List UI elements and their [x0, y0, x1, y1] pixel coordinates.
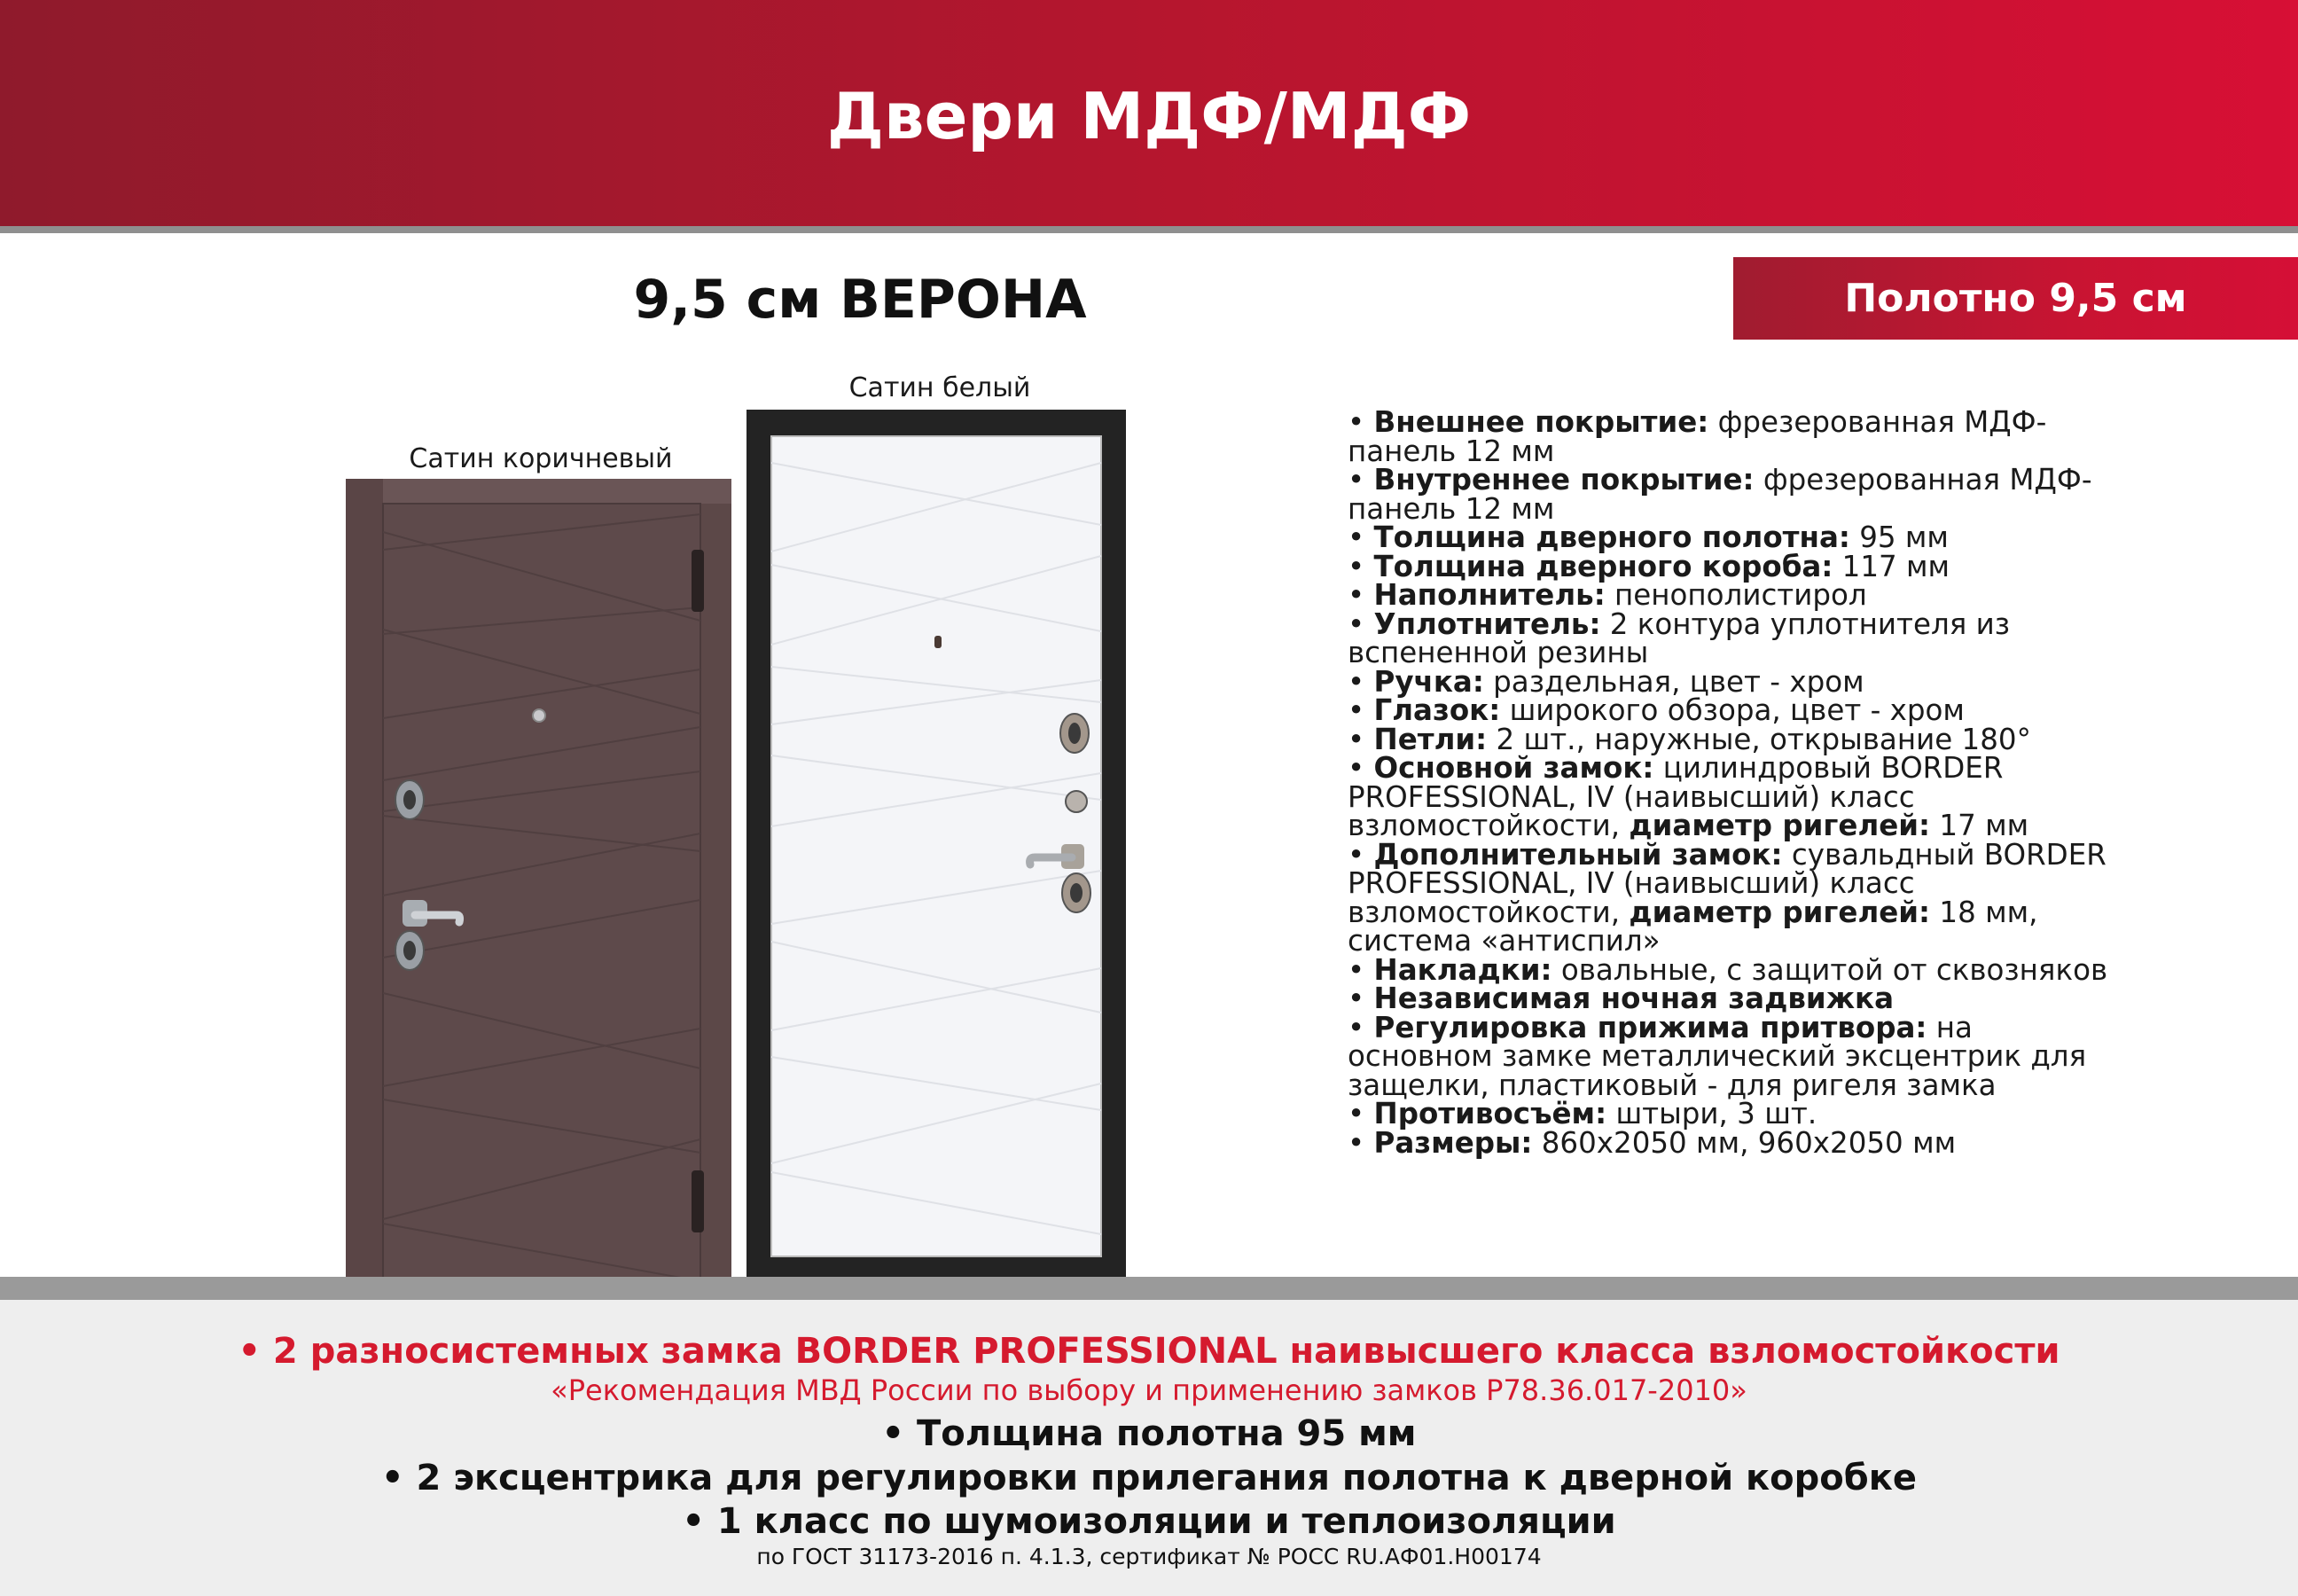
spec-label: Уплотнитель: — [1373, 606, 1601, 641]
spec-label: диаметр ригелей: — [1629, 895, 1931, 929]
spec-text: • — [1348, 1010, 1374, 1044]
spec-text: защелки, пластиковый - для ригеля замка — [1348, 1068, 1997, 1102]
footer-divider — [0, 1277, 2298, 1300]
spec-line — [1348, 722, 2234, 756]
spec-text: вспененной резины — [1348, 636, 1649, 669]
spec-line — [1348, 984, 2234, 1013]
spec-text: цилиндровый BORDER — [1653, 751, 2004, 785]
spec-text: • — [1348, 549, 1374, 583]
spec-text: PROFESSIONAL, IV (наивысший) класс — [1348, 866, 1915, 900]
spec-label: Регулировка прижима притвора: — [1373, 1010, 1927, 1044]
footer-thickness-line: • Толщина полотна 95 мм — [881, 1413, 1417, 1454]
spec-label: Основной замок: — [1373, 751, 1654, 785]
spec-line — [1348, 1068, 2234, 1102]
spec-line — [1348, 952, 2234, 987]
spec-text: фрезерованная МДФ- — [1754, 463, 2092, 497]
spec-line — [1348, 606, 2234, 641]
spec-line — [1348, 1125, 2234, 1160]
footer-insulation-line: • 1 класс по шумоизоляции и теплоизоляции — [682, 1501, 1616, 1542]
spec-text: на — [1927, 1010, 1973, 1044]
spec-text: • — [1348, 693, 1374, 727]
spec-text: панель 12 мм — [1348, 491, 1555, 526]
spec-text: взломостойкости, — [1348, 895, 1630, 929]
spec-label: Внешнее покрытие: — [1373, 405, 1709, 439]
spec-line — [1348, 638, 2234, 668]
spec-line — [1348, 405, 2234, 439]
spec-text: овальные, с защитой от сквозняков — [1552, 952, 2108, 987]
spec-text: фрезерованная МДФ- — [1708, 405, 2047, 439]
door-label-white: Сатин белый — [848, 372, 1031, 403]
spec-line — [1348, 578, 2234, 612]
header-divider — [0, 226, 2298, 233]
spec-label: Глазок: — [1373, 693, 1501, 727]
spec-line — [1348, 491, 2234, 526]
spec-text: • — [1348, 837, 1374, 872]
spec-line — [1348, 751, 2234, 785]
spec-text: 2 шт., наружные, открывание 180° — [1487, 722, 2031, 756]
door-brown-image — [346, 479, 736, 1302]
spec-text: 117 мм — [1833, 549, 1950, 583]
spec-label: Дополнительный замок: — [1373, 837, 1783, 872]
door-label-brown: Сатин коричневый — [409, 443, 673, 474]
thickness-badge: Полотно 9,5 см — [1733, 257, 2298, 340]
spec-text: 18 мм, — [1930, 895, 2038, 929]
spec-text: • — [1348, 578, 1374, 612]
spec-line — [1348, 837, 2234, 872]
spec-line — [1348, 779, 2234, 814]
spec-text: • — [1348, 520, 1374, 554]
spec-line — [1348, 549, 2234, 583]
spec-text: PROFESSIONAL, IV (наивысший) класс — [1348, 779, 1915, 814]
spec-text: • — [1348, 1125, 1374, 1160]
spec-label: Толщина дверного короба: — [1373, 549, 1833, 583]
spec-text: • — [1348, 463, 1374, 497]
footer-eccentric-line: • 2 эксцентрика для регулировки прилегания полотна к дверной коробке — [381, 1458, 1917, 1498]
spec-text: 860х2050 мм, 960х2050 мм — [1532, 1125, 1957, 1160]
spec-line — [1348, 895, 2234, 929]
page-title: Двери МДФ/МДФ — [826, 79, 1472, 153]
spec-line — [1348, 811, 2234, 841]
spec-label: Накладки: — [1373, 952, 1552, 987]
spec-label: Толщина дверного полотна: — [1373, 520, 1850, 554]
spec-text: • — [1348, 982, 1374, 1015]
spec-text: • — [1348, 1097, 1374, 1130]
spec-text: сувальдный BORDER — [1782, 837, 2106, 872]
footer-certificate-line: по ГОСТ 31173-2016 п. 4.1.3, сертификат № РОСС RU.АФ01.Н00174 — [756, 1544, 1542, 1569]
spec-text: • — [1348, 751, 1374, 785]
spec-label: Противосъём: — [1373, 1097, 1607, 1130]
spec-line — [1348, 866, 2234, 900]
door-white-image — [746, 410, 1128, 1279]
spec-line — [1348, 434, 2234, 468]
footer-locks-line: • 2 разносистемных замка BORDER PROFESSIONAL наивысшего класса взломостойкости — [238, 1331, 2060, 1372]
spec-text: взломостойкости, — [1348, 809, 1630, 842]
spec-text: • — [1348, 606, 1374, 641]
spec-text: раздельная, цвет - хром — [1483, 664, 1864, 699]
spec-label: Размеры: — [1373, 1125, 1533, 1160]
spec-text: • — [1348, 722, 1374, 756]
spec-text: • — [1348, 664, 1374, 699]
spec-text: • — [1348, 405, 1374, 439]
spec-line — [1348, 1010, 2234, 1044]
spec-line — [1348, 1039, 2234, 1073]
spec-label: Наполнитель: — [1373, 578, 1606, 612]
spec-text: система «антиспил» — [1348, 924, 1661, 958]
spec-text: штыри, 3 шт. — [1606, 1097, 1817, 1130]
spec-text: основном замке металлический эксцентрик для — [1348, 1039, 2087, 1073]
spec-line — [1348, 693, 2234, 727]
spec-label: Петли: — [1373, 722, 1488, 756]
spec-text: 95 мм — [1849, 520, 1949, 554]
spec-label: Ручка: — [1373, 664, 1484, 699]
spec-text: 17 мм — [1930, 809, 2029, 842]
spec-text: панель 12 мм — [1348, 434, 1555, 468]
spec-text: пенополистирол — [1605, 578, 1867, 612]
spec-line — [1348, 664, 2234, 699]
spec-list — [1348, 405, 2234, 1160]
spec-line — [1348, 463, 2234, 497]
spec-text: широкого обзора, цвет - хром — [1500, 693, 1965, 727]
spec-line — [1348, 924, 2234, 958]
spec-label: Независимая ночная задвижка — [1373, 982, 1895, 1015]
footer-recommendation-line: «Рекомендация МВД России по выбору и применению замков Р78.36.017-2010» — [551, 1373, 1747, 1407]
spec-label: диаметр ригелей: — [1629, 809, 1931, 842]
spec-line — [1348, 1099, 2234, 1129]
spec-line — [1348, 520, 2234, 554]
spec-text: 2 контура уплотнителя из — [1600, 606, 2011, 641]
spec-text: • — [1348, 952, 1374, 987]
product-title: 9,5 см ВЕРОНА — [633, 269, 1087, 331]
spec-label: Внутреннее покрытие: — [1373, 463, 1755, 497]
